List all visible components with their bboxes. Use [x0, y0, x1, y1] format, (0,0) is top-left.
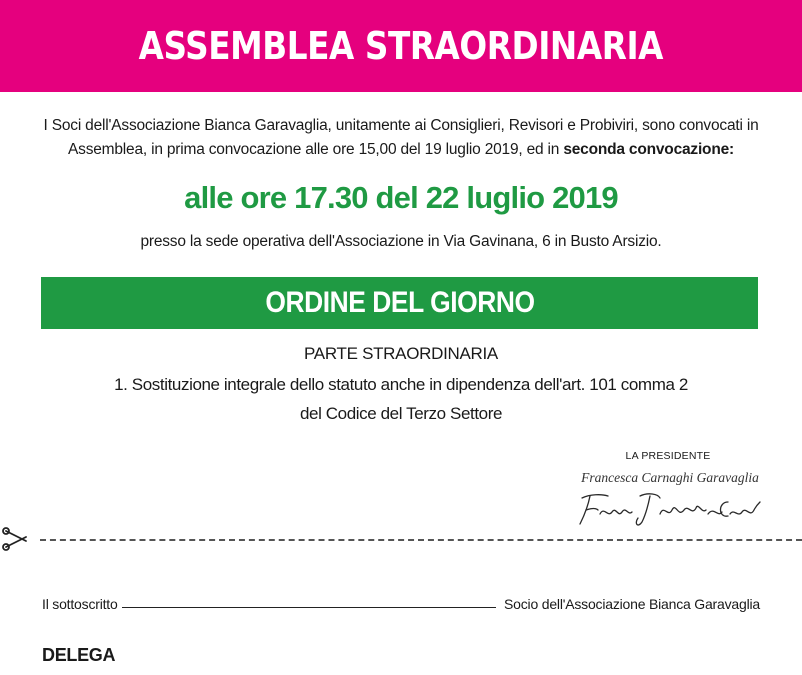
- meeting-location: presso la sede operativa dell'Associazione in Via Gavinana, 6 in Busto Arsizio.: [140, 233, 662, 250]
- page-title: ASSEMBLEA STRAORDINARIA: [138, 24, 664, 68]
- president-role: LA PRESIDENTE: [625, 450, 711, 462]
- handwritten-signature: [568, 484, 768, 530]
- agenda-item-line-2: del Codice del Terzo Settore: [299, 404, 503, 423]
- meeting-datetime: alle ore 17.30 del 22 luglio 2019: [184, 180, 618, 215]
- intro-bold-text: seconda convocazione:: [563, 141, 734, 158]
- agenda-title: ORDINE DEL GIORNO: [264, 286, 535, 319]
- delega-label: DELEGA: [42, 645, 116, 665]
- undersigned-name-field[interactable]: [122, 607, 496, 608]
- undersigned-label: Il sottoscritto: [42, 596, 118, 612]
- intro-text: I Soci dell'Associazione Bianca Garavaglia, unitamente ai Consiglieri, Revisori e Probiviri, sono convocati in Assemblea, in prima convocazione alle ore 15,00 del 19 luglio 2019, ed in: [43, 117, 759, 158]
- cut-line: [40, 539, 802, 541]
- header-banner: [0, 0, 802, 92]
- agenda-item-line-1: 1. Sostituzione integrale dello statuto anche in dipendenza dell'art. 101 comma 2: [114, 375, 688, 394]
- member-label: Socio dell'Associazione Bianca Garavaglia: [504, 596, 760, 612]
- agenda-banner: [41, 277, 758, 329]
- president-name: Francesca Carnaghi Garavaglia: [581, 470, 759, 485]
- agenda-part-label: PARTE STRAORDINARIA: [304, 344, 498, 363]
- undersigned-row: [42, 590, 760, 612]
- scissors-icon: [2, 527, 28, 551]
- intro-paragraph: [30, 114, 772, 162]
- agenda-item: [60, 370, 742, 428]
